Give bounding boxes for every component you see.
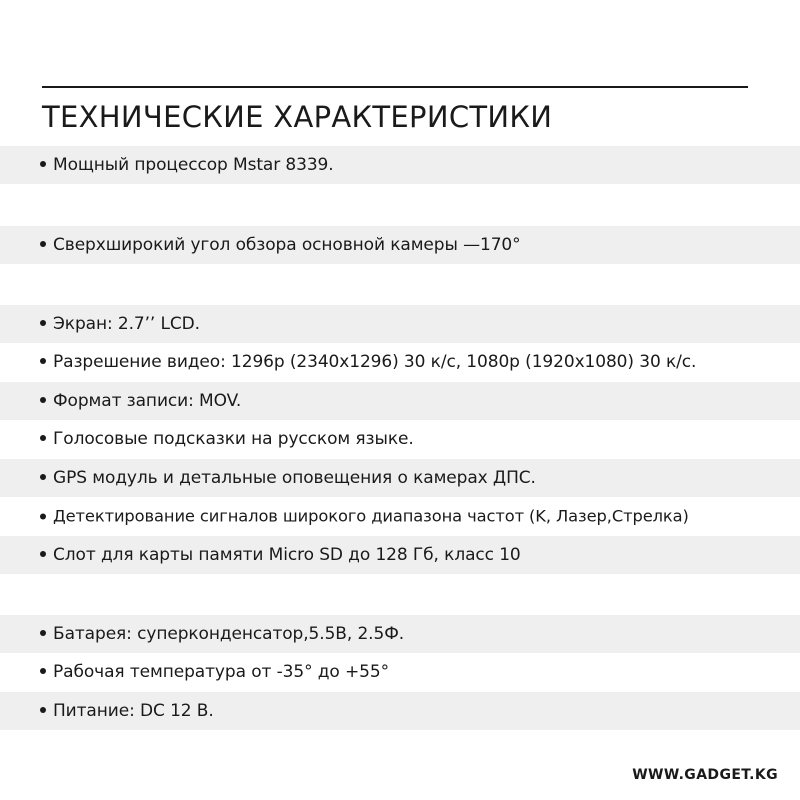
spec-text: GPS модуль и детальные оповещения о камерах ДПС. (53, 468, 536, 488)
spec-row (0, 497, 800, 535)
bullet-icon (40, 320, 46, 326)
spec-text: Слот для карты памяти Micro SD до 128 Гб, класс 10 (53, 545, 521, 565)
bullet-icon (40, 668, 46, 674)
website-watermark: WWW.GADGET.KG (632, 767, 778, 783)
spec-text: Формат записи: MOV. (53, 391, 242, 411)
spec-row (0, 653, 800, 691)
bullet-icon (40, 358, 46, 364)
bullet-icon (40, 161, 46, 167)
spec-text: Сверхширокий угол обзора основной камеры —170° (53, 235, 521, 255)
spec-text: Экран: 2.7’’ LCD. (53, 314, 200, 334)
spec-text: Детектирование сигналов широкого диапазона частот (K, Лазер,Стрелка) (53, 506, 689, 526)
spec-text: Батарея: суперконденсатор,5.5В, 2.5Ф. (53, 624, 405, 644)
bullet-icon (40, 707, 46, 713)
spec-row (0, 146, 800, 184)
top-divider (42, 86, 748, 88)
spec-row (0, 615, 800, 653)
spec-row (0, 382, 800, 420)
bullet-icon (40, 551, 46, 557)
spec-row (0, 420, 800, 458)
spec-row (0, 305, 800, 343)
bullet-icon (40, 630, 46, 636)
spec-text: Мощный процессор Mstar 8339. (53, 155, 334, 175)
spec-row (0, 343, 800, 381)
empty-row (0, 574, 800, 612)
page-title: ТЕХНИЧЕСКИЕ ХАРАКТЕРИСТИКИ (42, 100, 553, 134)
spec-row (0, 459, 800, 497)
spec-row (0, 692, 800, 730)
spec-row (0, 536, 800, 574)
bullet-icon (40, 241, 46, 247)
spec-text: Питание: DC 12 В. (53, 701, 214, 721)
spec-text: Рабочая температура от -35° до +55° (53, 662, 390, 682)
bullet-icon (40, 474, 46, 480)
empty-row (0, 264, 800, 302)
spec-text: Разрешение видео: 1296p (2340x1296) 30 к/с, 1080p (1920x1080) 30 к/с. (53, 352, 697, 372)
bullet-icon (40, 435, 46, 441)
bullet-icon (40, 513, 46, 519)
empty-row (0, 184, 800, 222)
bullet-icon (40, 397, 46, 403)
spec-row (0, 226, 800, 264)
spec-text: Голосовые подсказки на русском языке. (53, 429, 414, 449)
